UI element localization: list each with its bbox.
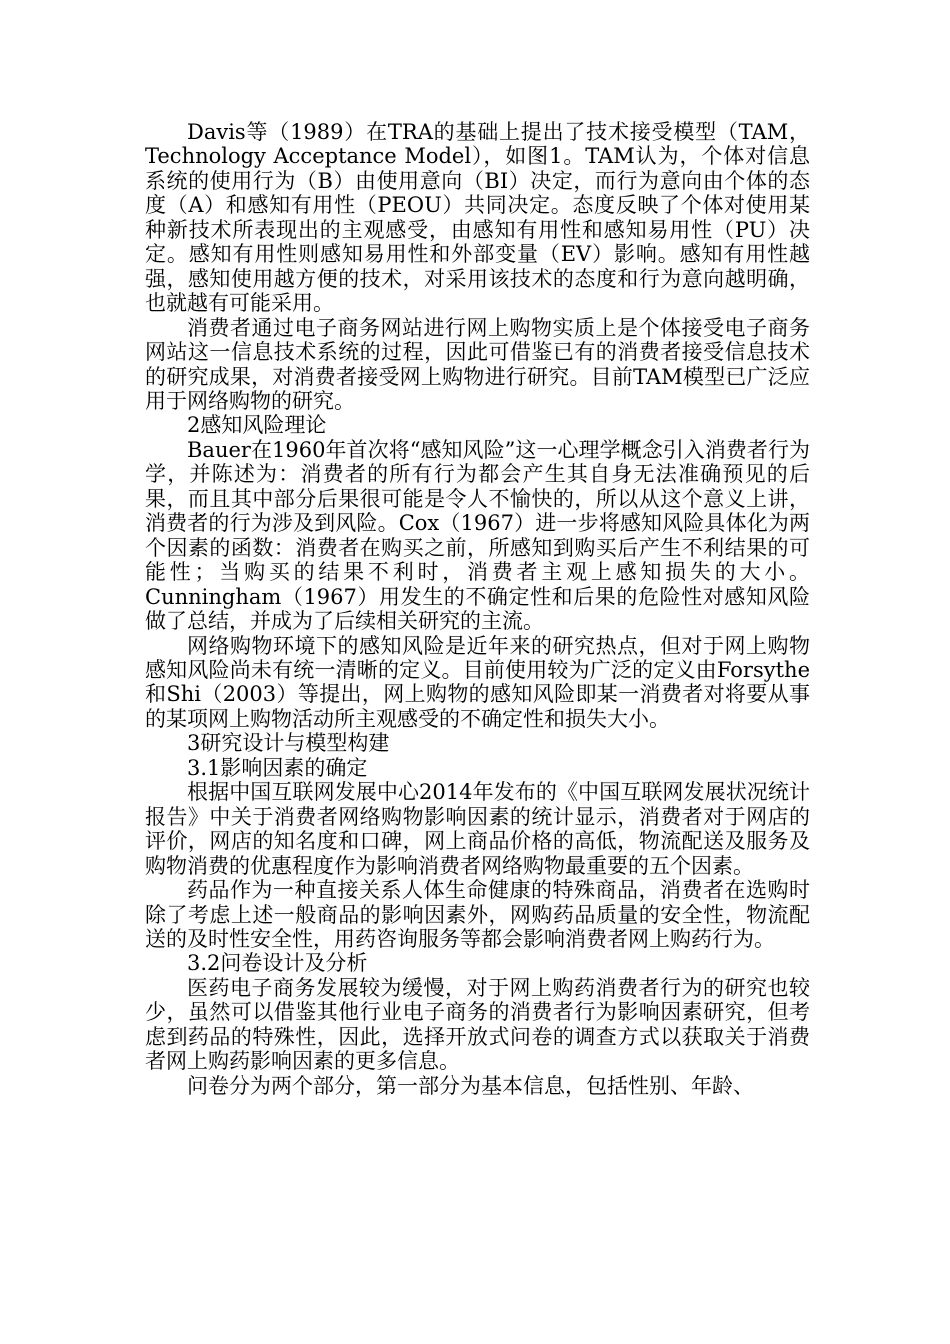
paragraph-tam-application: 消费者通过电子商务网站进行网上购物实质上是个体接受电子商务网站这一信息技术系统的过程，因此可借鉴已有的消费者接受信息技术的研究成果，对消费者接受网上购物进行研究。目前TAM模型已广泛应用于网络购物的研究。	[145, 315, 810, 413]
paragraph-perceived-risk-origin: Bauer在1960年首次将“感知风险”这一心理学概念引入消费者行为学，并陈述为：消费者的所有行为都会产生其自身无法准确预见的后果，而且其中部分后果很可能是令人不愉快的，所以从这个意义上讲，消费者的行为涉及到风险。Cox（1967）进一步将感知风险具体化为两个因素的函数：消费者在购买之前，所感知到购买后产生不利结果的可能性；当购买的结果不利时，消费者主观上感知损失的大小。Cunningham（1967）用发生的不确定性和后果的危险性对感知风险做了总结，并成为了后续相关研究的主流。	[145, 437, 810, 634]
subsection-heading-questionnaire: 3.2问卷设计及分析	[187, 951, 368, 976]
paragraph-tam-intro: Davis等（1989）在TRA的基础上提出了技术接受模型（TAM，Technology Acceptance Model），如图1。TAM认为，个体对信息系统的使用行为（B）由使用意向（BI）决定，而行为意向由个体的态度（A）和感知有用性（PEOU）共同决定。态度反映了个体对使用某种新技术所表现出的主观感受，由感知有用性和感知易用性（PU）决定。感知有用性则感知易用性和外部变量（EV）影响。感知有用性越强，感知使用越方便的技术，对采用该技术的态度和行为意向越明确，也就越有可能采用。	[145, 120, 810, 316]
paragraph-online-risk: 网络购物环境下的感知风险是近年来的研究热点，但对于网上购物感知风险尚未有统一清晰的定义。目前使用较为广泛的定义由Forsythe和Shi（2003）等提出，网上购物的感知风险即某一消费者对将要从事的某项网上购物活动所主观感受的不确定性和损失大小。	[145, 633, 810, 731]
paragraph-questionnaire-method: 医药电子商务发展较为缓慢，对于网上购药消费者行为的研究也较少，虽然可以借鉴其他行业电子商务的消费者行为影响因素研究，但考虑到药品的特殊性，因此，选择开放式问卷的调查方式以获取关于消费者网上购药影响因素的更多信息。	[145, 975, 810, 1074]
section-heading-research-design: 3研究设计与模型构建	[187, 731, 390, 756]
subsection-heading-factors: 3.1影响因素的确定	[187, 755, 368, 780]
paragraph-drug-factors: 药品作为一种直接关系人体生命健康的特殊商品，消费者在选购时除了考虑上述一般商品的影响因素外，网购药品质量的安全性，物流配送的及时性安全性，用药咨询服务等都会影响消费者网上购药行为。	[145, 878, 810, 951]
paragraph-questionnaire-structure: 问卷分为两个部分，第一部分为基本信息，包括性别、年龄、	[187, 1073, 754, 1098]
document-body	[145, 120, 810, 1098]
paragraph-factors-report: 根据中国互联网发展中心2014年发布的《中国互联网发展状况统计报告》中关于消费者网络购物影响因素的统计显示，消费者对于网店的评价，网店的知名度和口碑，网上商品价格的高低，物流配送及服务及购物消费的优惠程度作为影响消费者网络购物最重要的五个因素。	[145, 780, 810, 878]
section-heading-perceived-risk: 2感知风险理论	[187, 413, 327, 438]
